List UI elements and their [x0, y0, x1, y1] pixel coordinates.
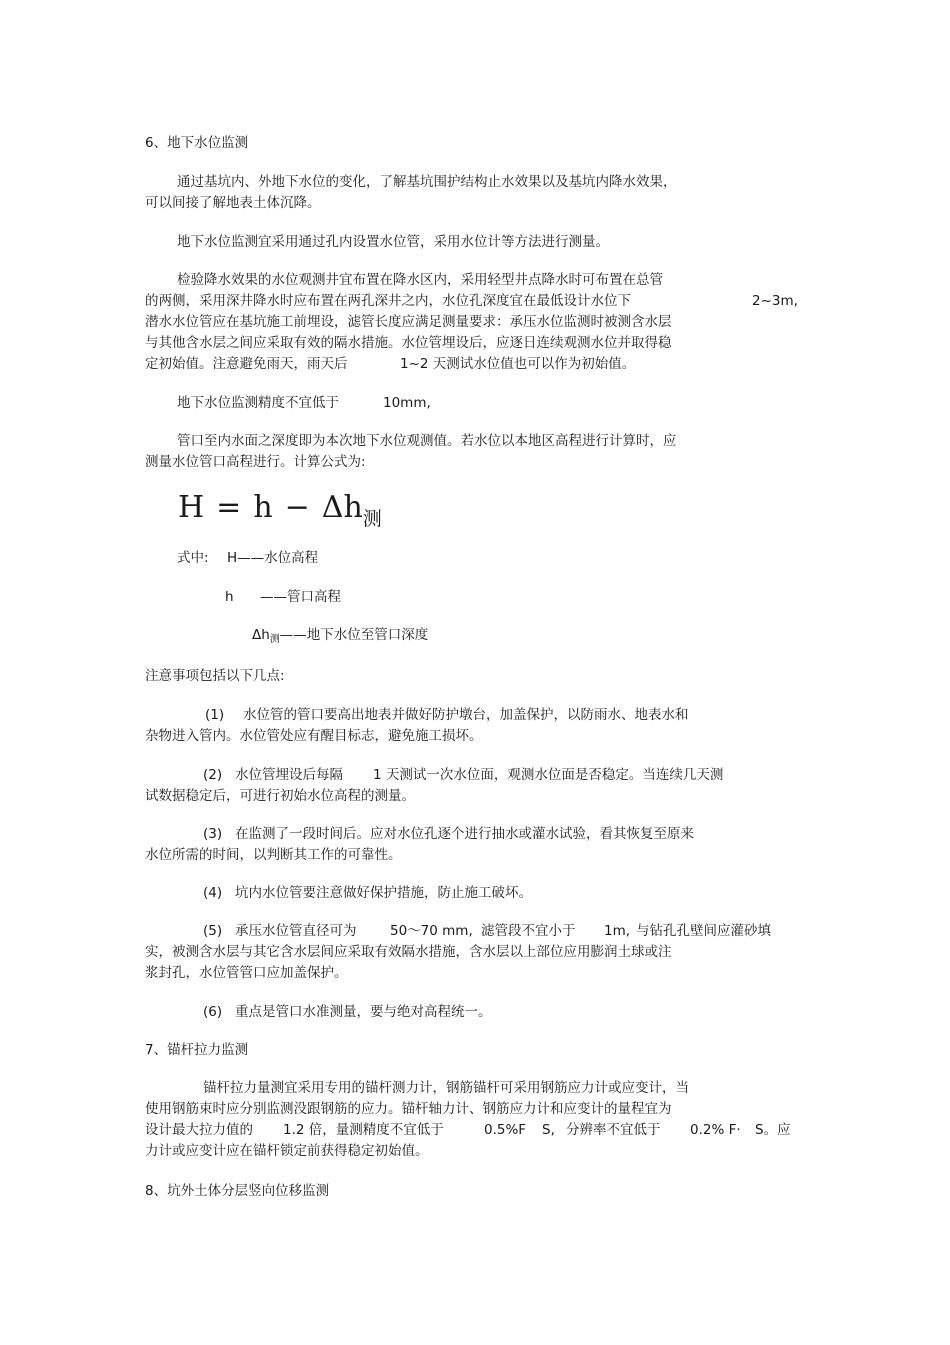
- paragraph-fragment: 1m,: [604, 923, 631, 939]
- water-level-formula: [178, 488, 382, 539]
- paragraph-line: 实，被测含水层与其它含水层间应采取有效隔水措施，含水层以上部位应用膨润土球或注: [145, 944, 672, 960]
- definition-h-text: ——管口高程: [260, 589, 341, 605]
- paragraph-fragment: 承压水位管直径可为: [235, 923, 357, 939]
- paragraph-fragment: 2~3m,: [752, 293, 798, 309]
- note-number: (6): [203, 1004, 223, 1020]
- paragraph-fragment: 0.5%F: [484, 1122, 527, 1138]
- paragraph-line: 杂物进入管内。水位管处应有醒目标志，避免施工损坏。: [145, 728, 483, 744]
- note-number: (3): [203, 826, 223, 842]
- paragraph-line: 使用钢筋束时应分别监测没跟钢筋的应力。锚杆轴力计、钢筋应力计和应变计的量程宜为: [145, 1101, 672, 1117]
- paragraph-line: 在监测了一段时间后。应对水位孔逐个进行抽水或灌水试验，看其恢复至原来: [235, 826, 694, 842]
- definition-H: H——水位高程: [227, 550, 319, 566]
- formula-H: H: [178, 490, 205, 525]
- paragraph-line: 通过基坑内、外地下水位的变化，了解基坑围护结构止水效果以及基坑内降水效果，: [177, 174, 677, 190]
- notes-intro: 注意事项包括以下几点:: [145, 668, 285, 684]
- paragraph-fragment: S,: [542, 1122, 555, 1138]
- formula-subscript: 测: [362, 508, 382, 530]
- paragraph-line: 力计或应变计应在锚杆锁定前获得稳定初始值。: [145, 1143, 429, 1159]
- formula-h: h: [253, 490, 273, 525]
- paragraph-line: 定初始值。注意避免雨天，雨天后: [145, 356, 348, 372]
- section-7-heading: 7、锚杆拉力监测: [145, 1042, 249, 1058]
- definition-intro: 式中:: [177, 550, 209, 566]
- paragraph-line: 检验降水效果的水位观测井宜布置在降水区内，采用轻型井点降水时可布置在总管: [177, 272, 663, 288]
- note-number: (1): [205, 707, 225, 723]
- section-6-heading: 6、地下水位监测: [145, 135, 249, 151]
- paragraph-line: 与其他含水层之间应采取有效的隔水措施。水位管埋设后，应逐日连续观测水位并取得稳: [145, 335, 672, 351]
- note-number: (4): [203, 885, 223, 901]
- note-number: (2): [203, 767, 223, 783]
- paragraph-fragment: 50～70 mm,: [390, 923, 473, 939]
- definition-h-symbol: h: [225, 589, 234, 605]
- paragraph-fragment: 1.2 倍，量测精度不宜低于: [283, 1122, 444, 1138]
- paragraph-line: 锚杆拉力量测宜采用专用的锚杆测力计，钢筋锚杆可采用钢筋应力计或应变计，当: [203, 1080, 689, 1096]
- definition-delta-h: $\Delta h_测——$地下水位至管口深度: [252, 627, 429, 645]
- paragraph-line: 坑内水位管要注意做好保护措施，防止施工破坏。: [235, 885, 532, 901]
- note-number: (5): [203, 923, 223, 939]
- paragraph-fragment: 分辨率不宜低于: [566, 1122, 661, 1138]
- formula-equals: =: [216, 490, 242, 525]
- formula-delta-h: Δh: [321, 490, 363, 525]
- paragraph-fragment: 设计最大拉力值的: [145, 1122, 253, 1138]
- paragraph-line: 潜水水位管应在基坑施工前埋设，滤管长度应满足测量要求：承压水位监测时被测含水层: [145, 314, 672, 330]
- paragraph-fragment: 0.2% F·: [690, 1122, 741, 1138]
- paragraph-fragment: 1 天测试一次水位面，观测水位面是否稳定。当连续几天测: [373, 767, 724, 783]
- paragraph-line: 试数据稳定后，可进行初始水位高程的测量。: [145, 788, 415, 804]
- paragraph-line: 水位管的管口要高出地表并做好防护墩台，加盖保护，以防雨水、地表水和: [243, 707, 689, 723]
- paragraph-line: 的两侧，采用深井降水时应布置在两孔深井之内，水位孔深度宜在最低设计水位下: [145, 293, 631, 309]
- paragraph-fragment: 1~2 天测试水位值也可以作为初始值。: [400, 356, 636, 372]
- paragraph-fragment: S。应: [755, 1122, 791, 1138]
- paragraph-line: 地下水位监测宜采用通过孔内设置水位管，采用水位计等方法进行测量。: [177, 234, 609, 250]
- paragraph-line: 可以间接了解地表土体沉降。: [145, 195, 321, 211]
- paragraph-line: 测量水位管口高程进行。计算公式为:: [145, 454, 366, 470]
- paragraph-line: 地下水位监测精度不宜低于: [177, 395, 339, 411]
- formula-minus: −: [284, 490, 310, 525]
- paragraph-fragment: 10mm,: [383, 395, 431, 411]
- paragraph-line: 水位所需的时间，以判断其工作的可靠性。: [145, 847, 402, 863]
- paragraph-line: 重点是管口水准测量，要与绝对高程统一。: [235, 1004, 492, 1020]
- section-8-heading: 8、坑外土体分层竖向位移监测: [145, 1183, 330, 1199]
- paragraph-line: 管口至内水面之深度即为本次地下水位观测值。若水位以本地区高程进行计算时，应: [177, 433, 677, 449]
- paragraph-fragment: 水位管埋设后每隔: [235, 767, 343, 783]
- paragraph-fragment: 与钻孔孔壁间应灌砂填: [636, 923, 771, 939]
- paragraph-line: 浆封孔，水位管管口应加盖保护。: [145, 965, 348, 981]
- paragraph-fragment: 滤管段不宜小于: [481, 923, 576, 939]
